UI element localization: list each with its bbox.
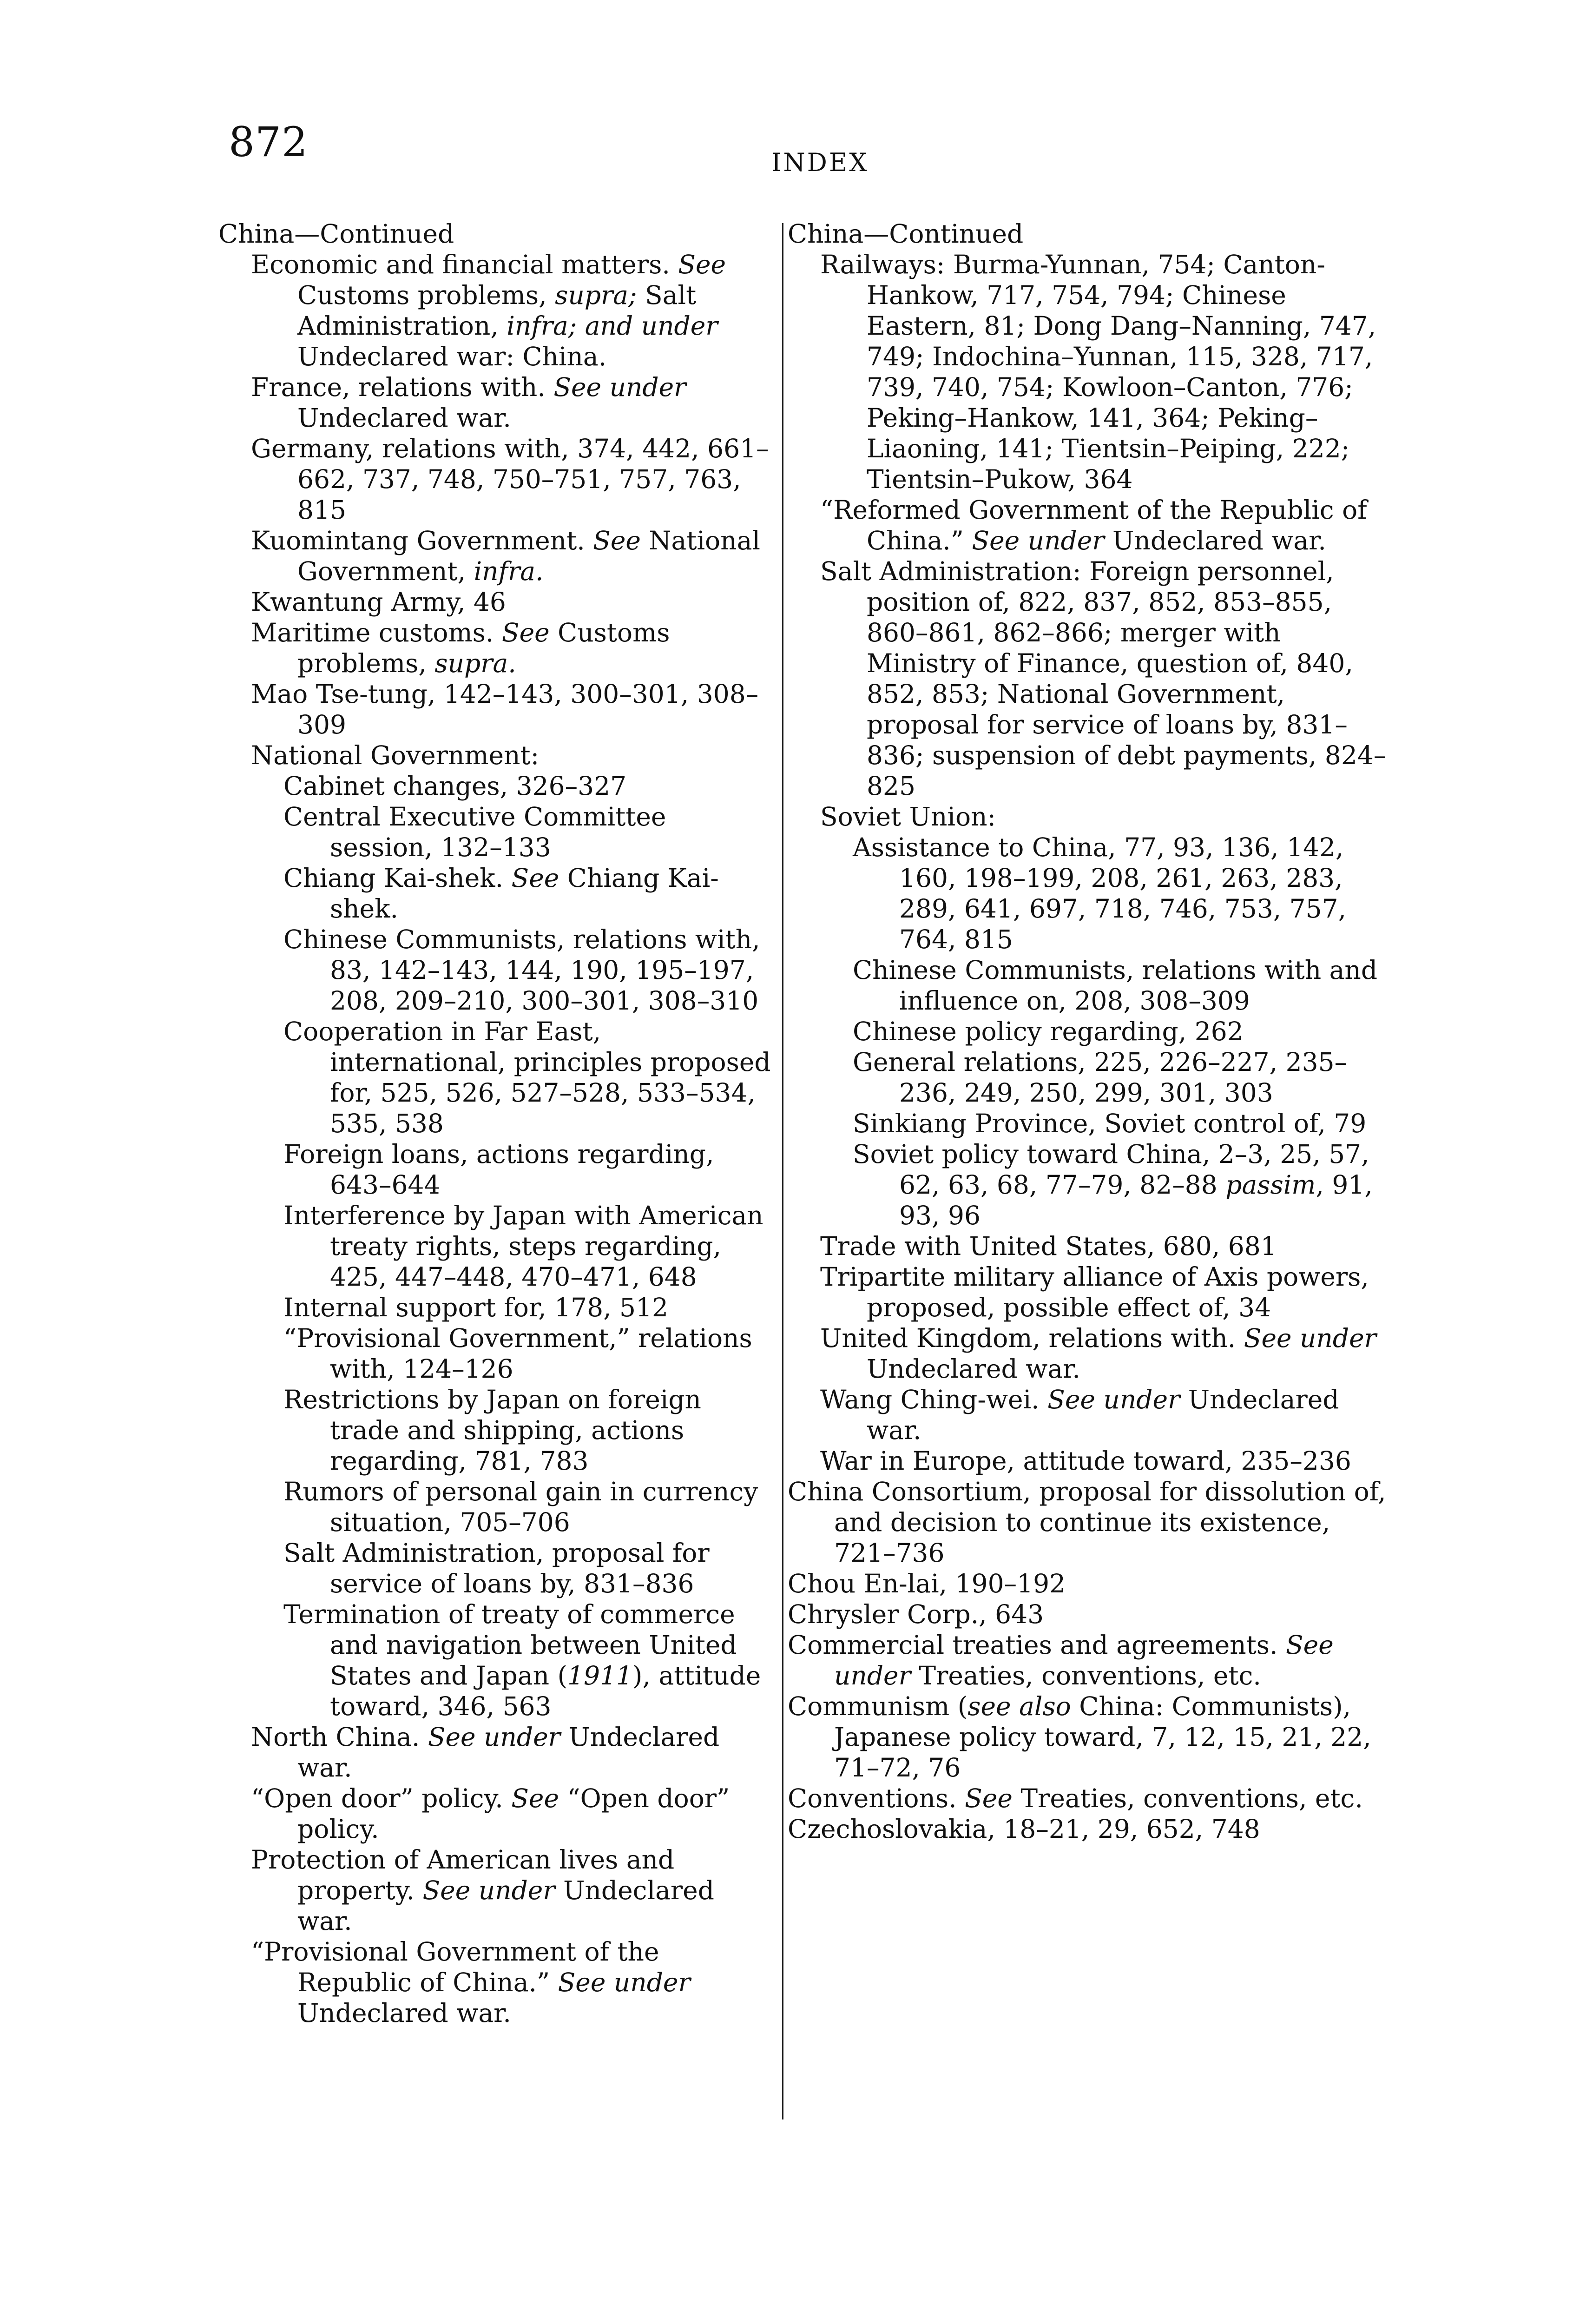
index-entry: United Kingdom, relations with. See under Undeclared war. (820, 1323, 1376, 1384)
index-entry: Cooperation in Far East, international, principles proposed for, 525, 526, 527–528, 533–534, 535, 538 (283, 1017, 771, 1138)
running-head: INDEX (771, 148, 869, 177)
index-entry: Chiang Kai-shek. See Chiang Kai-shek. (283, 863, 719, 924)
index-entry: Czechoslovakia, 18–21, 29, 652, 748 (788, 1814, 1260, 1844)
index-entry: Salt Administration: Foreign personnel, position of, 822, 837, 852, 853–855, 860–861, 862–866; merger with Ministry of Finance, question of, 840, 852, 853; National Government, proposal for service of loans by, 831–836; suspension of debt payments, 824–825 (820, 556, 1387, 801)
index-entry: North China. See under Undeclared war. (251, 1722, 720, 1783)
index-entry: Soviet policy toward China, 2–3, 25, 57, 62, 63, 68, 77–79, 82–88 passim, 91, 93, 96 (853, 1139, 1373, 1230)
index-entry: Conventions. See Treaties, conventions, etc. (788, 1783, 1363, 1813)
index-entry: “Open door” policy. See “Open door” policy. (251, 1783, 730, 1844)
index-entry: Internal support for, 178, 512 (283, 1293, 669, 1322)
column-divider (782, 223, 783, 2119)
index-entry: Assistance to China, 77, 93, 136, 142, 160, 198–199, 208, 261, 263, 283, 289, 641, 697, 718, 746, 753, 757, 764, 815 (853, 832, 1347, 954)
index-entry: Tripartite military alliance of Axis powers, proposed, possible effect of, 34 (820, 1262, 1369, 1322)
index-entry: Mao Tse-tung, 142–143, 300–301, 308–309 (251, 679, 759, 739)
index-entry: Chinese Communists, relations with and influence on, 208, 308–309 (853, 955, 1378, 1016)
page-number: 872 (229, 118, 308, 166)
index-entry: Foreign loans, actions regarding, 643–644 (283, 1139, 714, 1200)
index-entry: Interference by Japan with American treaty rights, steps regarding, 425, 447–448, 470–471, 648 (283, 1201, 763, 1292)
index-entry: China—Continued (788, 219, 1024, 249)
index-entry: Chinese policy regarding, 262 (853, 1017, 1244, 1046)
index-entry: Economic and financial matters. See Customs problems, supra; Salt Administration, infra; and under Undeclared war: China. (251, 250, 726, 371)
index-entry: Termination of treaty of commerce and navigation between United States and Japan (1911), attitude toward, 346, 563 (283, 1599, 761, 1721)
left-column (218, 218, 776, 2028)
index-entry: Germany, relations with, 374, 442, 661–662, 737, 748, 750–751, 757, 763, 815 (251, 434, 769, 525)
index-entry: National Government: (251, 740, 540, 770)
index-entry: China Consortium, proposal for dissolution of, and decision to continue its existence, 721–736 (788, 1477, 1386, 1568)
index-entry: General relations, 225, 226–227, 235–236, 249, 250, 299, 301, 303 (853, 1047, 1348, 1108)
right-column (788, 218, 1392, 1844)
index-entry: Trade with United States, 680, 681 (820, 1231, 1277, 1261)
index-entry: Rumors of personal gain in currency situation, 705–706 (283, 1477, 758, 1537)
index-entry: France, relations with. See under Undeclared war. (251, 372, 686, 433)
index-entry: Communism (see also China: Communists), Japanese policy toward, 7, 12, 15, 21, 22, 71–72, 76 (788, 1691, 1371, 1783)
index-entry: Sinkiang Province, Soviet control of, 79 (853, 1109, 1367, 1138)
index-entry: Soviet Union: (820, 802, 996, 832)
index-entry: Salt Administration, proposal for service of loans by, 831–836 (283, 1538, 710, 1598)
index-entry: Commercial treaties and agreements. See under Treaties, conventions, etc. (788, 1630, 1334, 1690)
index-entry: War in Europe, attitude toward, 235–236 (820, 1446, 1351, 1476)
index-entry: Chou En-lai, 190–192 (788, 1569, 1066, 1598)
index-entry: Railways: Burma-Yunnan, 754; Canton-Hankow, 717, 754, 794; Chinese Eastern, 81; Dong Dang–Nanning, 747, 749; Indochina–Yunnan, 115, 328, 717, 739, 740, 754; Kowloon–Canton, 776; Peking–Hankow, 141, 364; Peking–Liaoning, 141; Tientsin–Peiping, 222; Tientsin–Pukow, 364 (820, 250, 1376, 494)
index-entry: Maritime customs. See Customs problems, supra. (251, 618, 670, 678)
index-entry: “Provisional Government,” relations with, 124–126 (283, 1323, 752, 1384)
index-entry: Chinese Communists, relations with, 83, 142–143, 144, 190, 195–197, 208, 209–210, 300–301, 308–310 (283, 924, 760, 1016)
index-entry: Protection of American lives and property. See under Undeclared war. (251, 1845, 714, 1936)
index-entry: Restrictions by Japan on foreign trade and shipping, actions regarding, 781, 783 (283, 1385, 701, 1476)
index-entry: “Provisional Government of the Republic of China.” See under Undeclared war. (251, 1937, 691, 2028)
index-entry: China—Continued (218, 219, 454, 249)
index-entry: Cabinet changes, 326–327 (283, 771, 627, 801)
index-entry: “Reformed Government of the Republic of China.” See under Undeclared war. (820, 495, 1367, 555)
index-entry: Kuomintang Government. See National Government, infra. (251, 526, 760, 586)
index-entry: Wang Ching-wei. See under Undeclared war. (820, 1385, 1339, 1445)
index-entry: Kwantung Army, 46 (251, 587, 506, 617)
index-entry: Central Executive Committee session, 132–133 (283, 802, 666, 862)
index-entry: Chrysler Corp., 643 (788, 1599, 1044, 1629)
